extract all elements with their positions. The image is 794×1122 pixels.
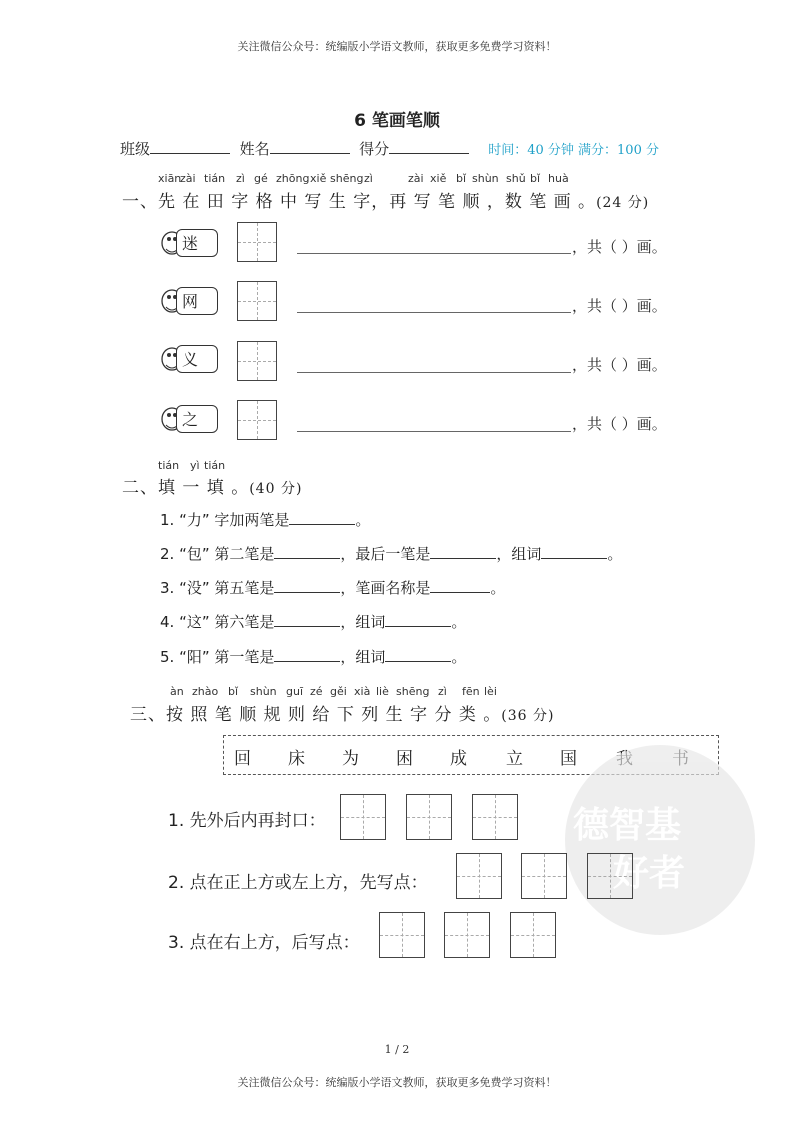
- count-text-4: ，共（ ）画。: [572, 415, 667, 433]
- category-1-box-2[interactable]: [406, 794, 452, 840]
- stroke-order-line-2[interactable]: [297, 312, 571, 313]
- count-text-2: ，共（ ）画。: [572, 297, 667, 315]
- count-text-1: ，共（ ）画。: [572, 238, 667, 256]
- section2-title: 二、填 一 填 。(40 分): [122, 478, 303, 498]
- answer-blank[interactable]: [430, 544, 496, 559]
- category-1-box-3[interactable]: [472, 794, 518, 840]
- char-tag-3: [158, 343, 220, 373]
- class-label: 班级: [120, 140, 151, 158]
- tianzige-2[interactable]: [237, 281, 277, 321]
- tianzige-1[interactable]: [237, 222, 277, 262]
- time-text: 时间：40 分钟 满分：100 分: [488, 143, 659, 158]
- page-title: 6 笔画笔顺: [354, 111, 440, 131]
- info-row: [120, 138, 659, 159]
- answer-blank[interactable]: [289, 510, 355, 525]
- question-4: 4. “这” 第六笔是 ，组词 。: [160, 613, 467, 631]
- tag-char: 迷: [182, 234, 199, 253]
- section2-score: (40 分): [249, 481, 303, 497]
- section3-title: 三、按 照 笔 顺 规 则 给 下 列 生 字 分 类 。(36 分): [130, 705, 555, 725]
- tianzige-4[interactable]: [237, 400, 277, 440]
- category-2-box-2[interactable]: [521, 853, 567, 899]
- name-blank[interactable]: [270, 139, 350, 154]
- answer-blank[interactable]: [385, 647, 451, 662]
- footer-note: 关注微信公众号：统编版小学语文教师，获取更多免费学习资料！: [237, 1076, 557, 1089]
- category-2-box-1[interactable]: [456, 853, 502, 899]
- category-3-box-3[interactable]: [510, 912, 556, 958]
- answer-blank[interactable]: [274, 612, 340, 627]
- tag-char: 义: [182, 350, 199, 369]
- char-item: 床: [288, 749, 305, 769]
- category-3-box-2[interactable]: [444, 912, 490, 958]
- char-tag-2: [158, 285, 220, 315]
- score-label: 得分: [359, 140, 390, 158]
- answer-blank[interactable]: [541, 544, 607, 559]
- tag-char: 网: [182, 292, 199, 311]
- category-2-label: 2. 点在正上方或左上方，先写点：: [168, 873, 428, 893]
- stroke-order-line-3[interactable]: [297, 372, 571, 373]
- question-1: 1. “力” 字加两笔是 。: [160, 511, 371, 529]
- answer-blank[interactable]: [274, 544, 340, 559]
- char-item: 成: [450, 749, 467, 769]
- char-item: 立: [506, 749, 523, 769]
- question-3: 3. “没” 第五笔是 ，笔画名称是 。: [160, 579, 506, 597]
- tianzige-3[interactable]: [237, 341, 277, 381]
- tag-char: 之: [182, 410, 199, 429]
- answer-blank[interactable]: [274, 578, 340, 593]
- section1-score: (24 分): [596, 195, 650, 211]
- category-1-label: 1. 先外后内再封口：: [168, 811, 326, 831]
- header-note: 关注微信公众号：统编版小学语文教师，获取更多免费学习资料！: [237, 40, 557, 53]
- category-3-box-1[interactable]: [379, 912, 425, 958]
- count-text-3: ，共（ ）画。: [572, 356, 667, 374]
- stroke-order-line-4[interactable]: [297, 431, 571, 432]
- char-tag-1: [158, 227, 220, 257]
- char-item: 为: [342, 749, 359, 769]
- watermark-seal: 德智基 好者: [565, 745, 755, 935]
- class-blank[interactable]: [150, 139, 230, 154]
- char-item: 困: [396, 749, 413, 769]
- name-label: 姓名: [239, 140, 270, 158]
- stroke-order-line-1[interactable]: [297, 253, 571, 254]
- question-2: 2. “包” 第二笔是 ，最后一笔是 ，组词 。: [160, 545, 623, 563]
- section1-title: 一、先 在 田 字 格 中 写 生 字，再 写 笔 顺 ，数 笔 画 。(24 分): [122, 192, 650, 212]
- answer-blank[interactable]: [274, 647, 340, 662]
- category-3-label: 3. 点在右上方，后写点：: [168, 933, 360, 953]
- char-tag-4: [158, 403, 220, 433]
- answer-blank[interactable]: [385, 612, 451, 627]
- category-2-box-3[interactable]: [587, 853, 633, 899]
- section3-score: (36 分): [501, 708, 555, 724]
- answer-blank[interactable]: [430, 578, 490, 593]
- page-number: 1 / 2: [384, 1043, 410, 1056]
- category-1-box-1[interactable]: [340, 794, 386, 840]
- score-blank[interactable]: [389, 139, 469, 154]
- question-5: 5. “阳” 第一笔是 ，组词 。: [160, 648, 467, 666]
- char-item: 回: [234, 749, 251, 769]
- char-item: 国: [560, 749, 577, 769]
